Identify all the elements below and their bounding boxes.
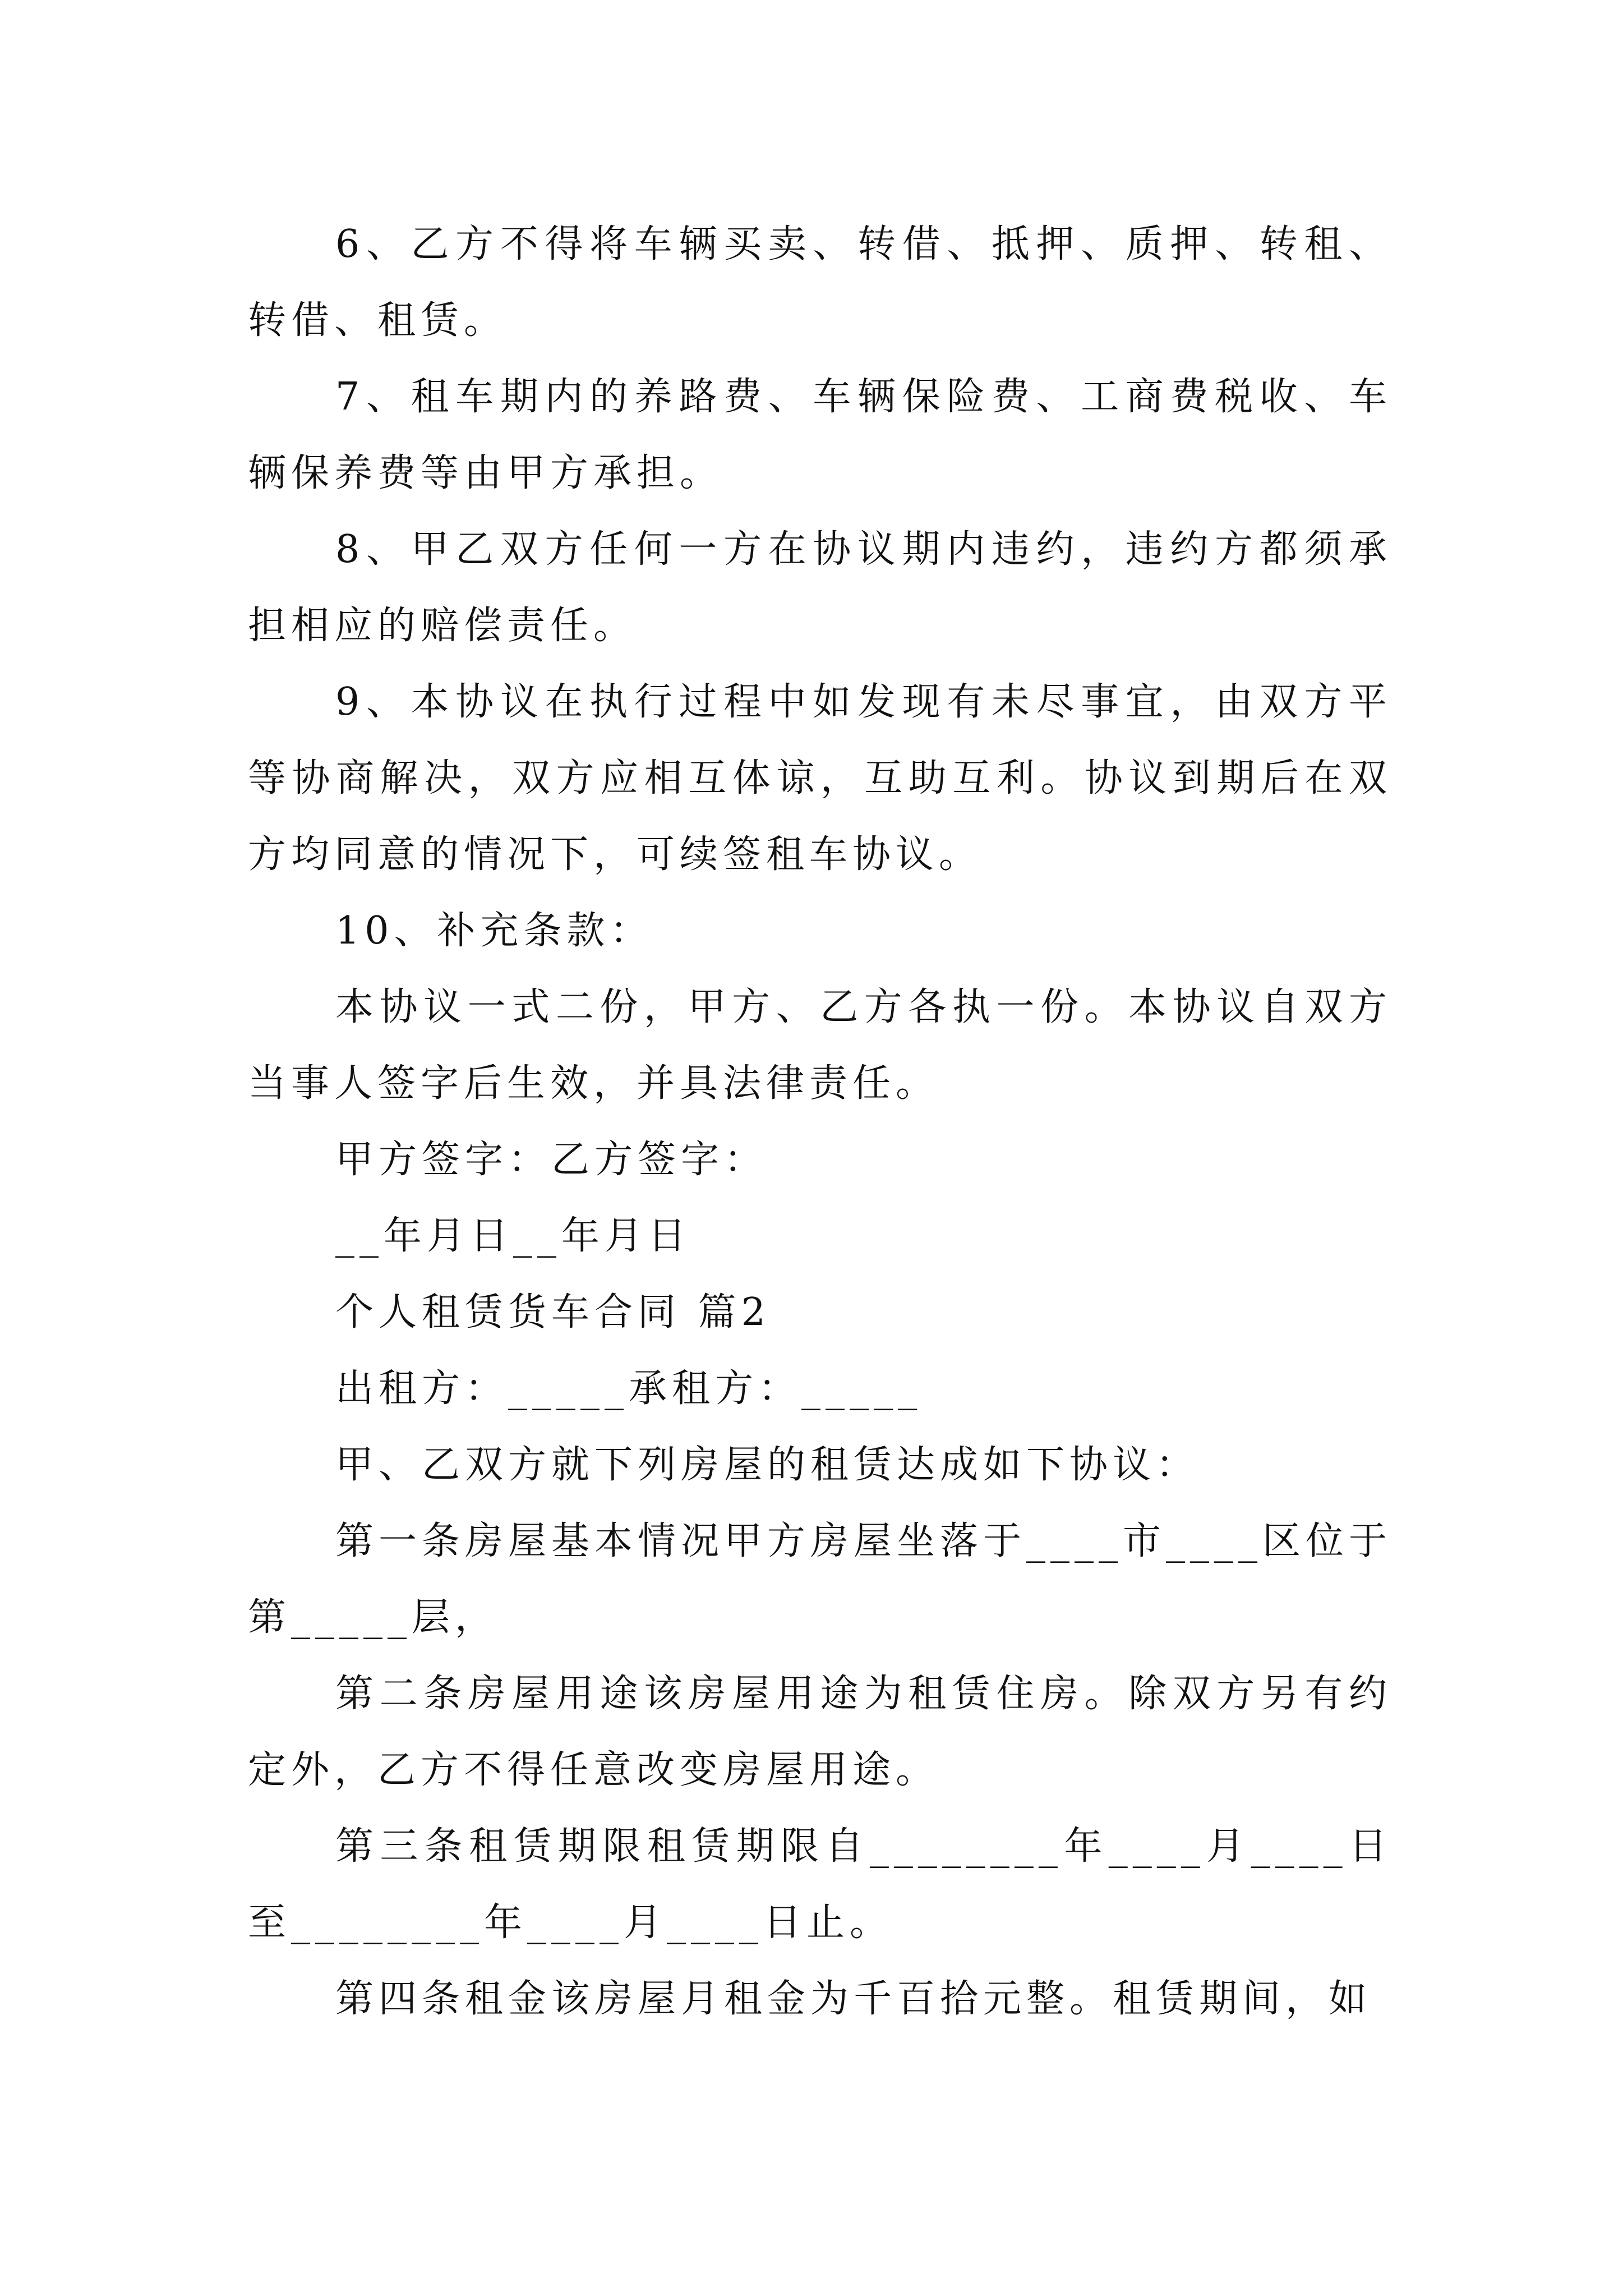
paragraph-clause-10: 10、补充条款：: [335, 909, 653, 953]
paragraph-article-3: 第三条租赁期限租赁期限自________年____月____日至________年____月____日止。: [248, 1824, 1392, 1945]
document-body: [248, 206, 1392, 2037]
paragraph-signatures: 甲方签字：乙方签字：: [335, 1138, 768, 1182]
paragraph-clause-7: 7、租车期内的养路费、车辆保险费、工商费税收、车辆保养费等由甲方承担。: [248, 375, 1392, 495]
paragraph-clause-9: 9、本协议在执行过程中如发现有未尽事宜，由双方平等协商解决，双方应相互体谅，互助互利。协议到期后在双方均同意的情况下，可续签租车协议。: [248, 680, 1392, 877]
paragraph-parties: 出租方：_____承租方：_____: [335, 1366, 923, 1411]
paragraph-dates: __年月日__年月日: [335, 1214, 691, 1258]
paragraph-clause-6: 6、乙方不得将车辆买卖、转借、抵押、质押、转租、转借、租赁。: [248, 222, 1392, 343]
paragraph-article-1: 第一条房屋基本情况甲方房屋坐落于____市____区位于第_____层，: [248, 1519, 1393, 1640]
paragraph-agreement-intro: 甲、乙双方就下列房屋的租赁达成如下协议：: [335, 1443, 1200, 1487]
paragraph-article-2: 第二条房屋用途该房屋用途为租赁住房。除双方另有约定外，乙方不得任意改变房屋用途。: [248, 1672, 1392, 1792]
paragraph-article-4: 第四条租金该房屋月租金为千百拾元整。租赁期间，如: [335, 1977, 1372, 2021]
section-heading: 个人租赁货车合同 篇2: [335, 1290, 771, 1335]
paragraph-clause-8: 8、甲乙双方任何一方在协议期内违约，违约方都须承担相应的赔偿责任。: [248, 527, 1392, 648]
paragraph-copies: 本协议一式二份，甲方、乙方各执一份。本协议自双方当事人签字后生效，并具法律责任。: [248, 985, 1392, 1106]
